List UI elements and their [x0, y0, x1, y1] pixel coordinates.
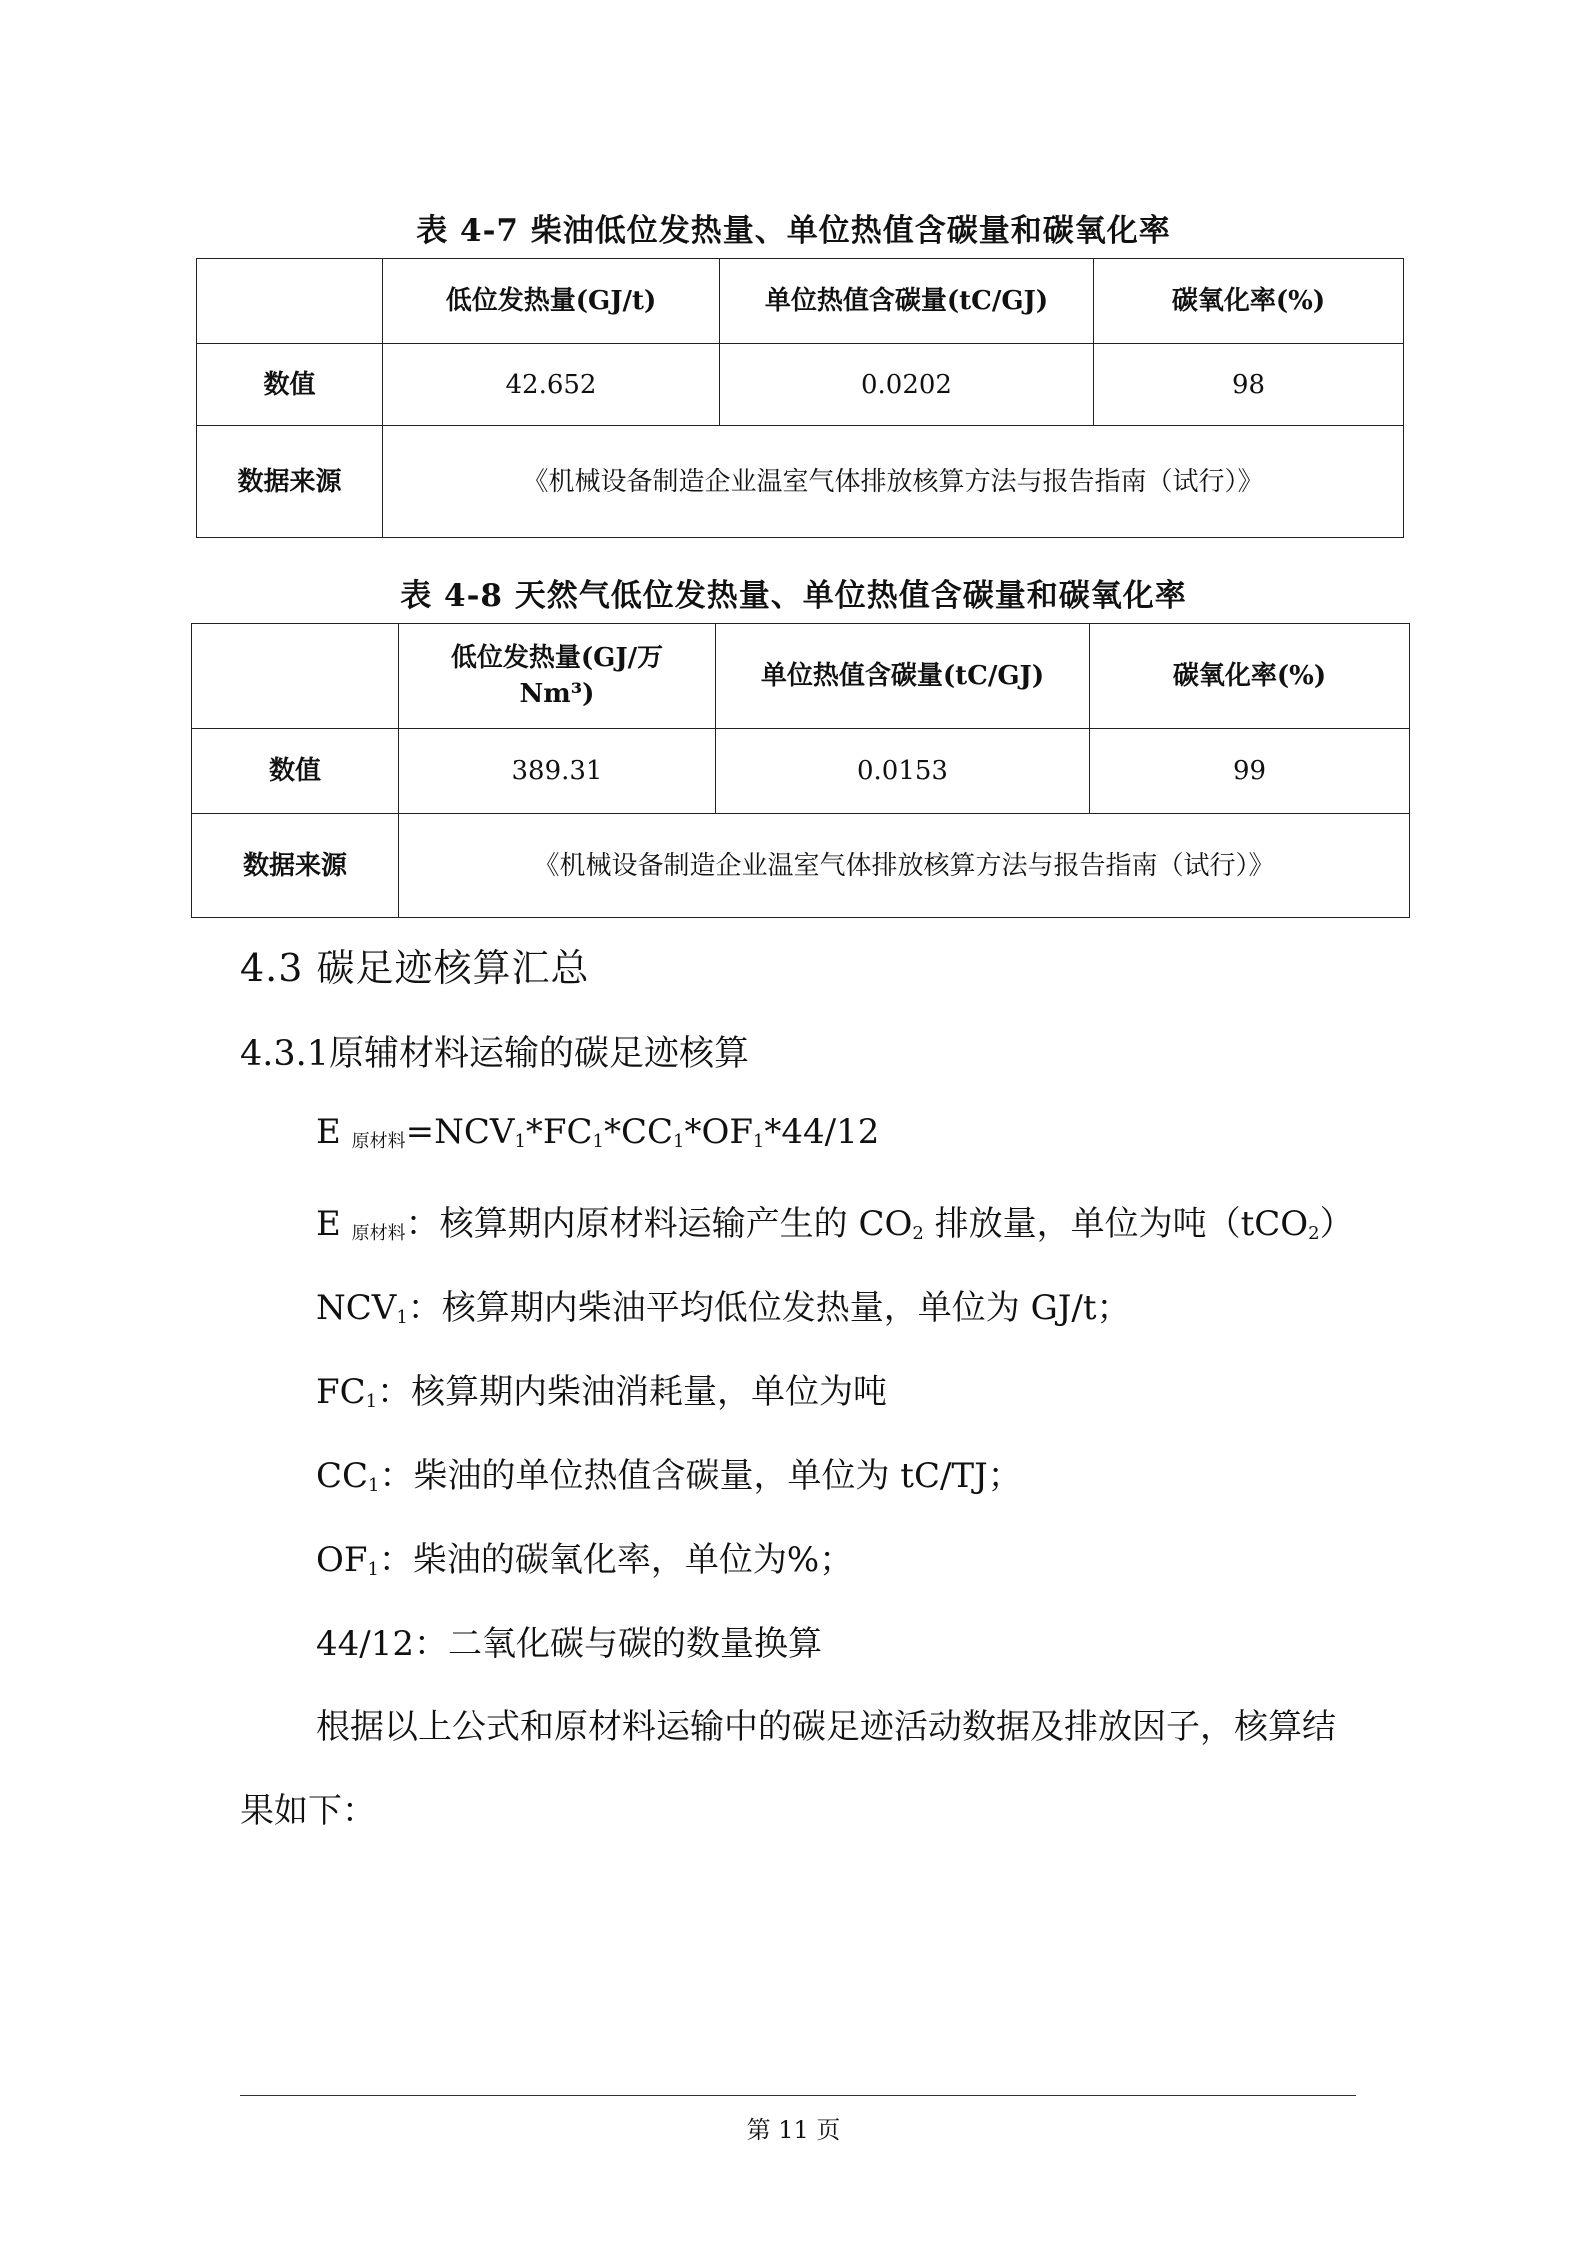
- table-header-cell: 低位发热量(GJ/t): [383, 259, 720, 344]
- def-text: ：柴油的碳氧化率，单位为%；: [378, 1540, 854, 1580]
- definition-e: [316, 1196, 1354, 1245]
- formula-part: *FC: [525, 1112, 593, 1152]
- formula-sub: 1: [514, 1131, 526, 1152]
- definition-44-12: 44/12：二氧化碳与碳的数量换算: [316, 1624, 822, 1664]
- row-label: 数值: [197, 344, 383, 426]
- formula-e: E: [316, 1112, 341, 1152]
- body-paragraph: 根据以上公式和原材料运输中的碳足迹活动数据及排放因子，核算结果如下：: [240, 1707, 1336, 1831]
- def-sub: 2: [912, 1223, 924, 1244]
- formula-part: *CC: [603, 1112, 673, 1152]
- def-text: ：核算期内柴油消耗量，单位为吨: [377, 1372, 888, 1412]
- formula-e-sub: 原材料: [351, 1131, 406, 1152]
- table-4-8-caption: 表 4-8 天然气低位发热量、单位热值含碳量和碳氧化率: [400, 578, 1187, 614]
- definition-of: [316, 1532, 853, 1581]
- source-cell: 《机械设备制造企业温室气体排放核算方法与报告指南（试行）》: [383, 426, 1404, 538]
- formula-part: *44/12: [764, 1112, 880, 1152]
- subsection-heading: 4.3.1原辅材料运输的碳足迹核算: [240, 1034, 750, 1074]
- row-label: 数据来源: [192, 814, 399, 918]
- def-text: ：核算期内柴油平均低位发热量，单位为 GJ/t；: [407, 1288, 1131, 1328]
- formula-line: [316, 1112, 879, 1153]
- definition-ncv: [316, 1280, 1131, 1329]
- def-text: ）: [1319, 1204, 1354, 1244]
- page-number: 第 11 页: [746, 2116, 841, 2144]
- table-header-cell: 低位发热量(GJ/万 Nm³): [399, 624, 716, 729]
- table-header-cell: 单位热值含碳量(tC/GJ): [716, 624, 1090, 729]
- table-cell: 389.31: [399, 729, 716, 814]
- table-header-cell: 单位热值含碳量(tC/GJ): [720, 259, 1094, 344]
- table-cell: 99: [1090, 729, 1410, 814]
- footer-divider: [240, 2095, 1356, 2096]
- table-4-8: [191, 623, 1410, 918]
- formula-sub: 1: [673, 1131, 685, 1152]
- def-symbol: OF: [316, 1540, 368, 1580]
- def-sub: 1: [365, 1391, 378, 1412]
- table-header-cell: [197, 259, 383, 344]
- row-label: 数值: [192, 729, 399, 814]
- definition-fc: [316, 1364, 887, 1413]
- formula-part: =NCV: [405, 1112, 515, 1152]
- def-symbol: CC: [316, 1456, 369, 1496]
- table-cell: 98: [1094, 344, 1404, 426]
- def-symbol: FC: [316, 1372, 366, 1412]
- source-cell: 《机械设备制造企业温室气体排放核算方法与报告指南（试行）》: [399, 814, 1410, 918]
- table-cell: 42.652: [383, 344, 720, 426]
- def-sub: 1: [396, 1307, 408, 1328]
- formula-sub: 1: [752, 1131, 765, 1152]
- def-sub: 2: [1308, 1223, 1320, 1244]
- def-symbol-sub: 原材料: [351, 1223, 406, 1244]
- table-4-7: [196, 258, 1404, 538]
- def-symbol: NCV: [316, 1288, 397, 1328]
- table-header-cell: 碳氧化率(%): [1094, 259, 1404, 344]
- def-text: ：核算期内原材料运输产生的 CO: [405, 1204, 913, 1244]
- row-label: 数据来源: [197, 426, 383, 538]
- section-heading: 4.3 碳足迹核算汇总: [240, 946, 590, 990]
- table-cell: 0.0202: [720, 344, 1094, 426]
- table-cell: 0.0153: [716, 729, 1090, 814]
- def-text: ：柴油的单位热值含碳量，单位为 tC/TJ；: [379, 1456, 1022, 1496]
- def-symbol: E: [316, 1204, 341, 1244]
- table-4-7-caption: 表 4-7 柴油低位发热量、单位热值含碳量和碳氧化率: [416, 213, 1171, 249]
- table-header-cell: [192, 624, 399, 729]
- table-header-cell: 碳氧化率(%): [1090, 624, 1410, 729]
- def-sub: 1: [367, 1559, 379, 1580]
- definition-cc: [316, 1448, 1022, 1497]
- formula-part: *OF: [684, 1112, 753, 1152]
- def-text: 排放量，单位为吨（tCO: [923, 1204, 1309, 1244]
- def-sub: 1: [368, 1475, 380, 1496]
- formula-sub: 1: [592, 1131, 604, 1152]
